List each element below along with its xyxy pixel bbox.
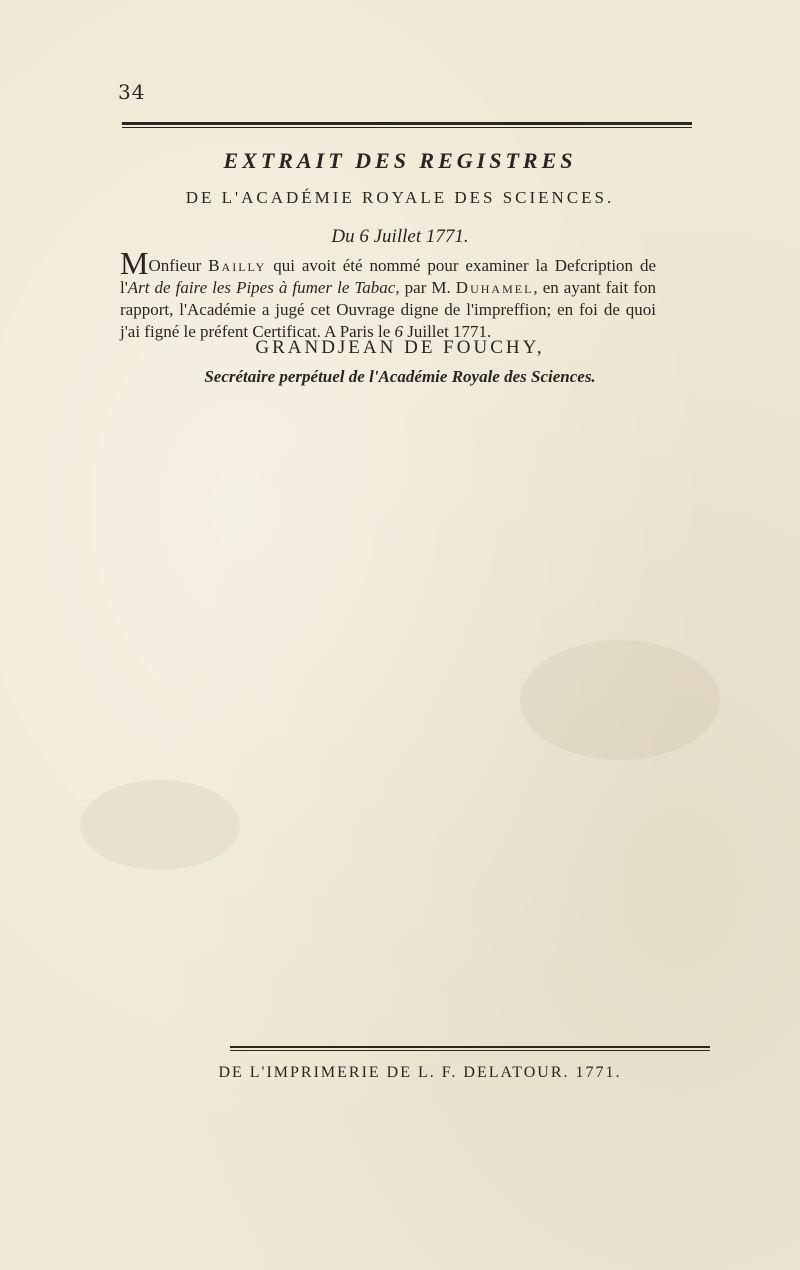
page-number: 34 xyxy=(118,80,146,104)
signature-name: GRANDJEAN DE FOUCHY, xyxy=(255,337,545,358)
document-subtitle: DE L'ACADÉMIE ROYALE DES SCIENCES. xyxy=(185,188,615,207)
name-bailly: Bailly xyxy=(208,256,267,275)
bottom-rule xyxy=(230,1046,710,1051)
certificate-paragraph xyxy=(120,245,656,343)
printer-imprint: DE L'IMPRIMERIE DE L. F. DELATOUR. 1771. xyxy=(218,1064,622,1081)
body-text-3: , par M. xyxy=(395,278,456,297)
work-title: Art de faire les Pipes à fumer le Tabac xyxy=(127,278,396,297)
body-text-5: Juillet 1771. xyxy=(403,322,492,341)
drop-cap: M xyxy=(120,245,149,281)
signature-role: Secrétaire perpétuel de l'Académie Royale des Sciences. xyxy=(204,367,596,386)
paper-stain xyxy=(520,640,720,760)
body-text-2: qui avoit été nommé pour examiner la Defcription de l' xyxy=(120,256,656,297)
document-title: EXTRAIT DES REGISTRES xyxy=(223,148,577,173)
body-text-4: , en ayant fait fon rapport, l'Académie a jugé cet Ouvrage digne de l'impreffion; en foi de quoi j'ai figné le préfent Certificat. A Paris le xyxy=(120,278,656,341)
name-duhamel: Duhamel xyxy=(455,278,534,297)
paper-stain xyxy=(80,780,240,870)
top-rule xyxy=(122,122,692,128)
document-date: Du 6 Juillet 1771. xyxy=(331,226,469,247)
body-text-1: Onfieur xyxy=(148,256,209,275)
body-day: 6 xyxy=(394,322,403,341)
